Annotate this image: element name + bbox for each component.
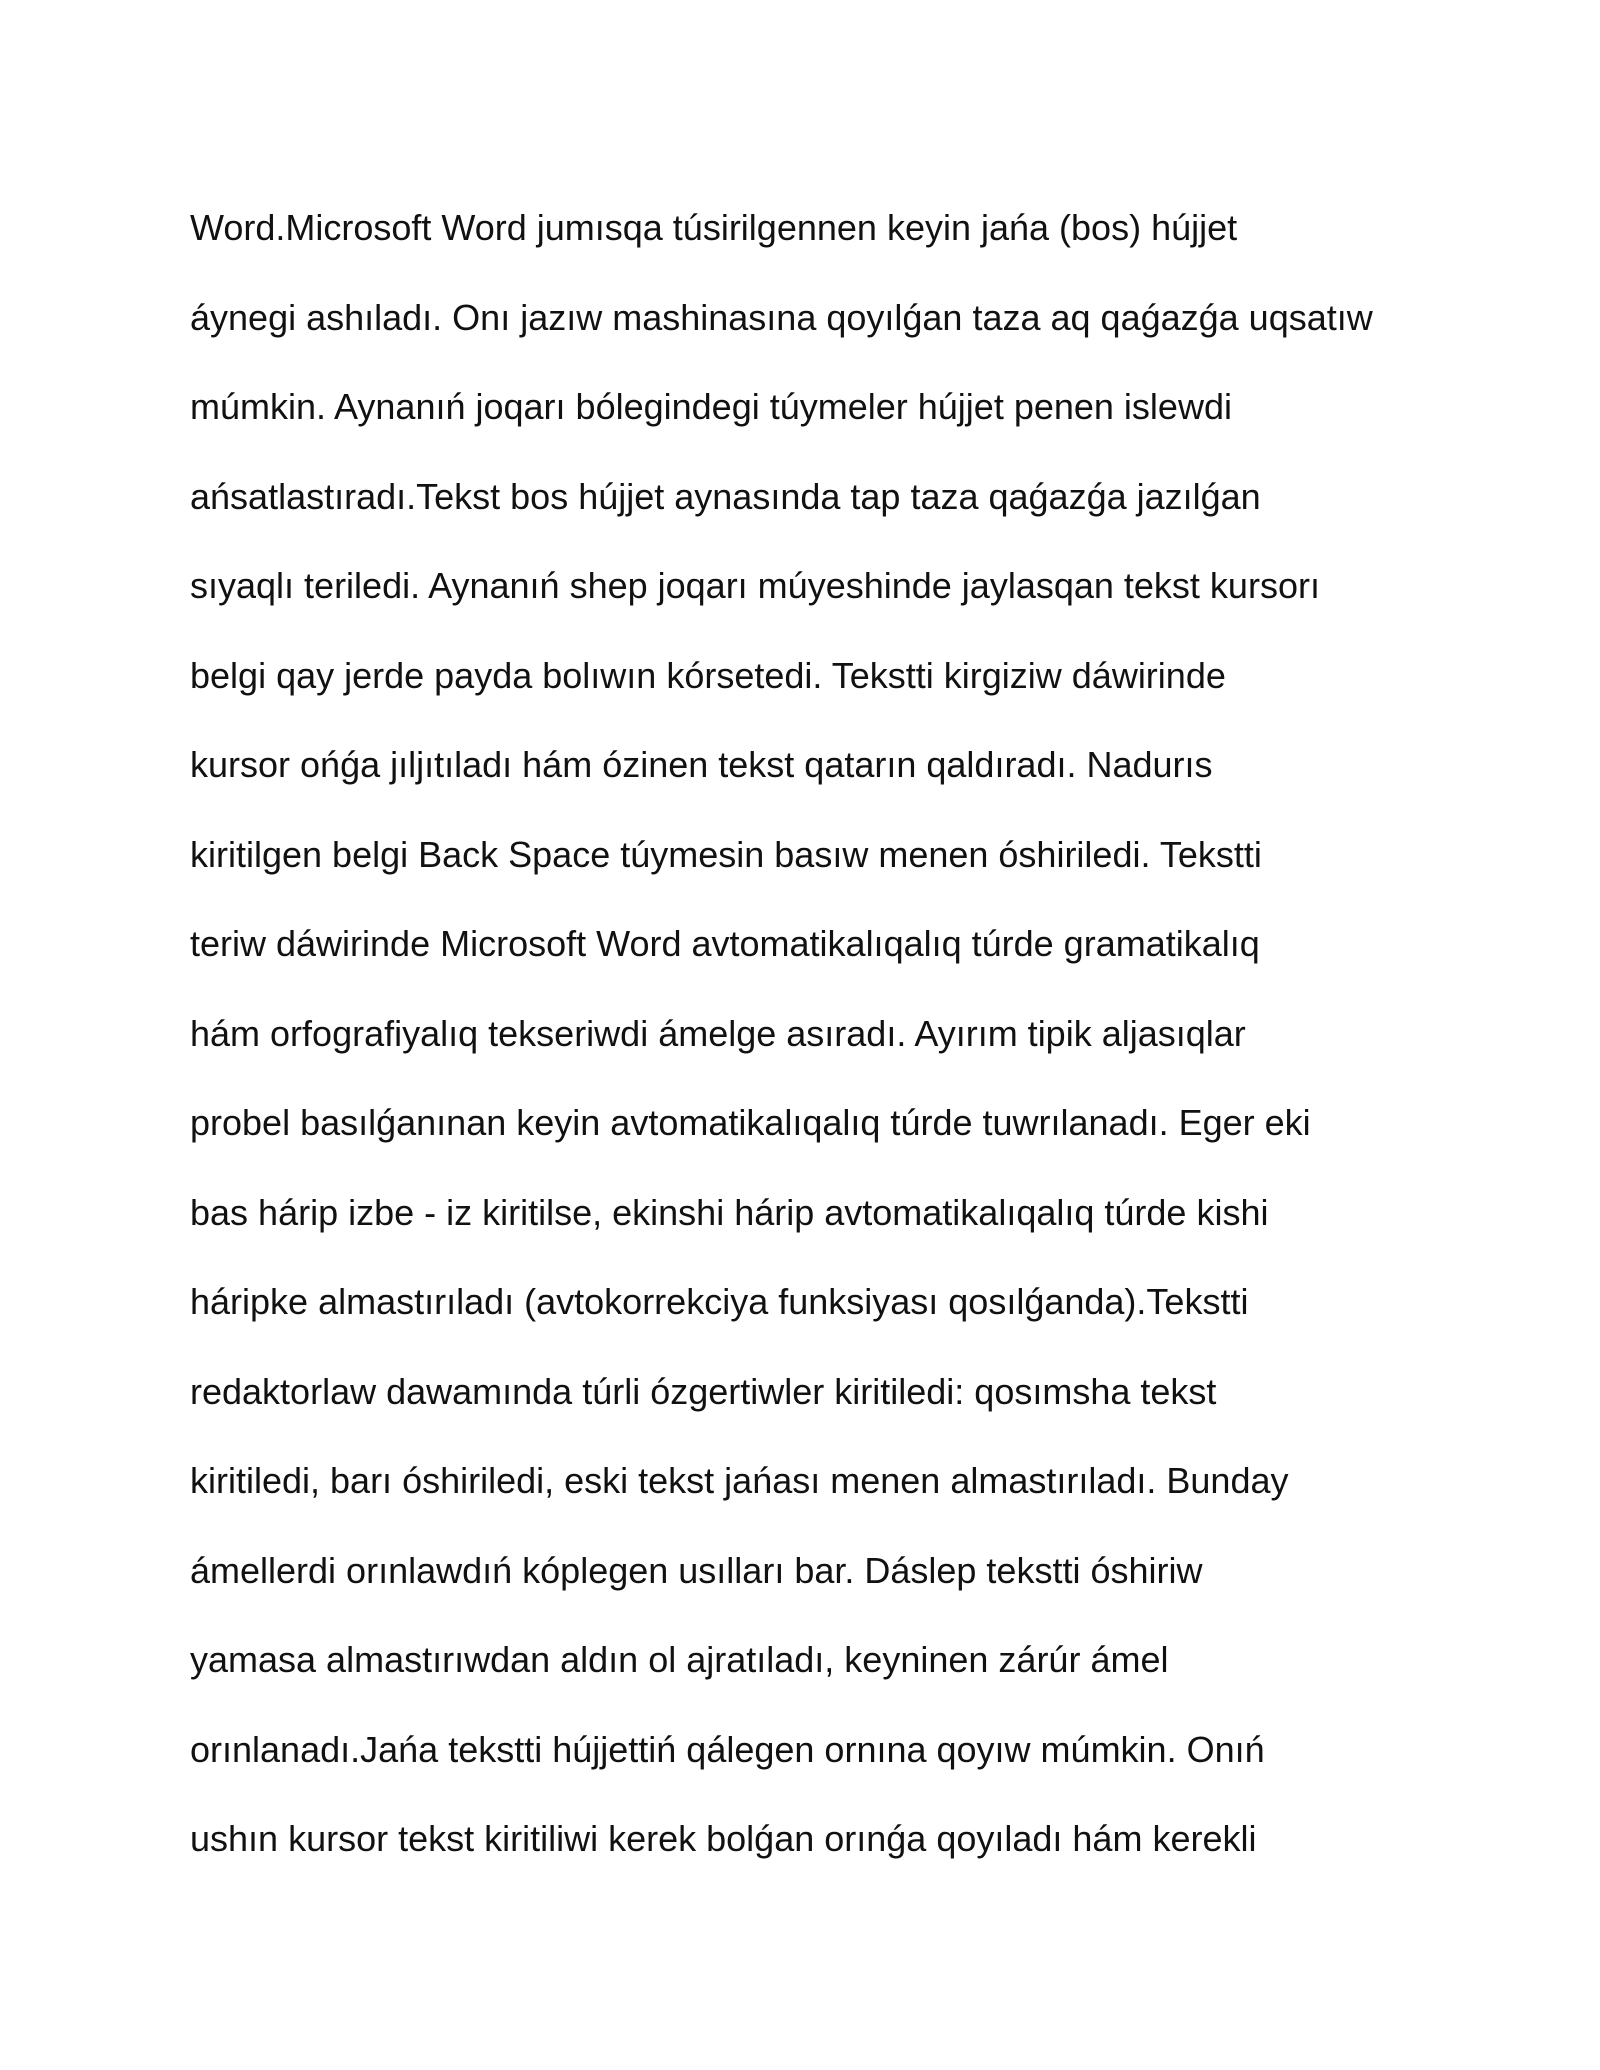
text-line-17: yamasa almastırıwdan aldın ol ajratıladı, keyninen zárúr ámel bbox=[190, 1639, 1169, 1680]
body-paragraph bbox=[190, 183, 1450, 1884]
text-line-11: probel basılǵanınan keyin avtomatikalıqalıq túrde tuwrılanadı. Eger eki bbox=[190, 1102, 1311, 1143]
text-line-14: redaktorlaw dawamında túrli ózgertiwler kiritiledi: qosımsha tekst bbox=[190, 1370, 1217, 1412]
text-line-12: bas hárip izbe - iz kiritilse, ekinshi hárip avtomatikalıqalıq túrde kishi bbox=[190, 1191, 1269, 1233]
text-line-18: orınlanadı.Jańa tekstti hújjettiń qálegen ornına qoyıw múmkin. Onıń bbox=[190, 1728, 1265, 1770]
text-line-5: sıyaqlı teriledi. Aynanıń shep joqarı múyeshinde jaylasqan tekst kursorı bbox=[190, 565, 1320, 606]
text-line-16: ámellerdi orınlawdıń kóplegen usılları bar. Dáslep tekstti óshiriw bbox=[190, 1549, 1203, 1591]
text-line-19: ushın kursor tekst kiritiliwi kerek bolǵan orınǵa qoyıladı hám kerekli bbox=[190, 1818, 1257, 1859]
text-line-7: kursor ońǵa jıljıtıladı hám ózinen tekst qatarın qaldıradı. Nadurıs bbox=[190, 744, 1213, 785]
text-line-10: hám orfografiyalıq tekseriwdi ámelge asıradı. Ayırım tipik aljasıqlar bbox=[190, 1012, 1246, 1054]
text-line-8: kiritilgen belgi Back Space túymesin basıw menen óshiriledi. Tekstti bbox=[190, 833, 1262, 875]
text-line-4: ańsatlastıradı.Tekst bos hújjet aynasında tap taza qaǵazǵa jazılǵan bbox=[190, 475, 1261, 517]
text-line-6: belgi qay jerde payda bolıwın kórsetedi. Tekstti kirgiziw dáwirinde bbox=[190, 654, 1226, 696]
text-line-13: háripke almastırıladı (avtokorrekciya funksiyası qosılǵanda).Tekstti bbox=[190, 1281, 1249, 1322]
text-line-9: teriw dáwirinde Microsoft Word avtomatikalıqalıq túrde gramatikalıq bbox=[190, 923, 1260, 964]
text-line-1: Word.Microsoft Word jumısqa túsirilgennen keyin jańa (bos) hújjet bbox=[190, 207, 1238, 248]
text-line-3: múmkin. Aynanıń joqarı bólegindegi túymeler hújjet penen islewdi bbox=[190, 386, 1232, 427]
text-line-2: áynegi ashıladı. Onı jazıw mashinasına qoyılǵan taza aq qaǵazǵa uqsatıw bbox=[190, 296, 1373, 338]
text-line-15: kiritiledi, barı óshiriledi, eski tekst jańası menen almastırıladı. Bunday bbox=[190, 1460, 1289, 1501]
